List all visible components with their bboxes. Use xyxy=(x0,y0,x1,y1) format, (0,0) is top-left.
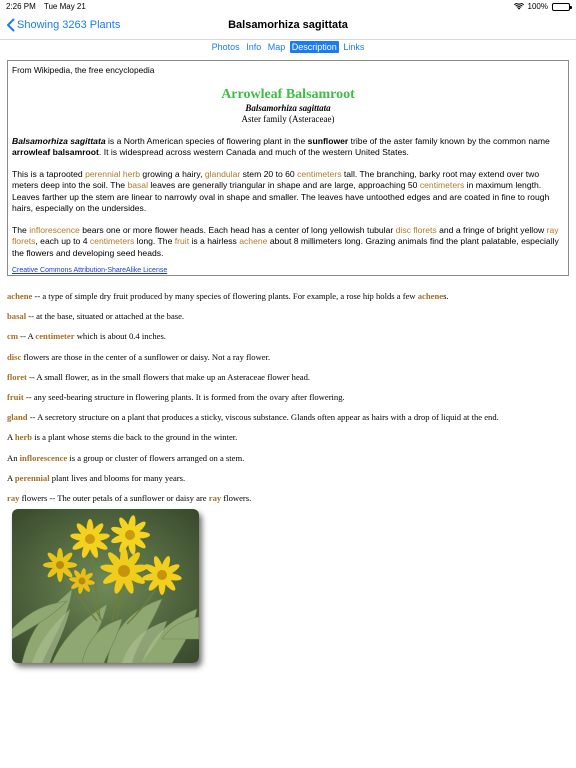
glossary-term: perennial xyxy=(14,472,50,483)
glossary-term: ray xyxy=(7,492,20,503)
tab-links[interactable]: Links xyxy=(343,42,365,52)
wiki-family: Aster family (Asteraceae) xyxy=(241,113,335,124)
p2-text: tall. The branching, barky root may extend over two meters deep into the soil. The xyxy=(12,168,540,190)
glossary-link-centimeters[interactable]: centimeters xyxy=(89,236,135,246)
glossary-term: floret xyxy=(7,371,27,382)
glossary-definition: is a plant whose stems die back to the ground in the winter. xyxy=(32,432,238,443)
glossary-link-inflorescence[interactable]: inflorescence xyxy=(29,224,80,235)
battery-icon xyxy=(552,3,570,11)
glossary-definition: An xyxy=(7,452,20,463)
glossary-item-gland xyxy=(7,411,569,431)
glossary-link-fruit[interactable]: fruit xyxy=(174,236,190,246)
glossary-term: herb xyxy=(14,432,33,443)
glossary-list xyxy=(7,290,569,512)
p2-text: growing a hairy, xyxy=(140,168,205,179)
glossary-definition: A xyxy=(7,432,15,443)
p2-text: in maximum length. Leaves farther up the stem are linear to narrowly oval in shape and smaller. The leaves have untoothed edges and are coated in fine to rough hairs, especially on the undersides. xyxy=(12,180,550,213)
p1-bold-common-name: arrowleaf balsamroot xyxy=(12,147,99,157)
glossary-link-herb[interactable]: herb xyxy=(122,168,141,179)
glossary-link-ray-florets[interactable]: ray florets xyxy=(12,224,559,246)
battery-percent: 100% xyxy=(527,2,548,11)
wifi-icon xyxy=(514,3,524,10)
wiki-paragraph-3 xyxy=(12,225,564,260)
wikipedia-description-box xyxy=(7,60,569,276)
plant-photo[interactable] xyxy=(12,509,199,663)
p3-text: about 8 millimeters long. Grazing animals find the plant palatable, especially the flowers and developing seed heads. xyxy=(12,236,559,258)
wiki-title: Arrowleaf Balsamroot xyxy=(221,86,355,102)
segmented-tabs xyxy=(0,41,576,57)
glossary-item-disc xyxy=(7,351,569,371)
glossary-item-perennial xyxy=(7,472,569,492)
p1-bold-italic: Balsamorhiza sagittata xyxy=(12,135,106,146)
glossary-definition: which is about 0.4 inches. xyxy=(74,331,166,342)
glossary-term: disc xyxy=(7,351,22,362)
glossary-definition: -- any seed-bearing structure in flowering plants. It is formed from the ovary after flowering. xyxy=(23,391,345,402)
p2-text: stem 20 to 60 xyxy=(240,168,298,179)
status-date: Tue May 21 xyxy=(43,2,86,11)
wiki-scientific-name: Balsamorhiza sagittata xyxy=(245,102,331,113)
navigation-bar xyxy=(0,14,576,40)
glossary-definition: -- at the base, situated or attached at the base. xyxy=(26,311,185,322)
glossary-definition: s. xyxy=(443,291,449,301)
glossary-term: cm xyxy=(7,331,18,342)
glossary-definition: -- A secretory structure on a plant that produces a sticky, viscous substance. Glands often appear as hairs with a drop of liquid at the end. xyxy=(27,412,499,423)
back-button-label: Showing 3263 Plants xyxy=(17,19,121,31)
glossary-term: ray xyxy=(208,492,222,503)
wiki-paragraph-1 xyxy=(12,136,564,159)
glossary-term: basal xyxy=(7,311,27,322)
page-title: Balsamorhiza sagittata xyxy=(228,19,348,31)
p1-text: . It is widespread across western Canada and much of the western United States. xyxy=(98,147,409,157)
glossary-definition: flowers are those in the center of a sunflower or daisy. Not a ray flower. xyxy=(21,351,271,362)
glossary-item-herb xyxy=(7,431,569,451)
glossary-term: inflorescence xyxy=(19,452,68,463)
glossary-link-centimeters[interactable]: centimeters xyxy=(419,180,465,190)
glossary-definition: is a group or cluster of flowers arranged on a stem. xyxy=(67,452,245,463)
p1-text: tribe of the aster family known by the common name xyxy=(348,135,550,146)
status-bar xyxy=(0,0,576,14)
glossary-definition: plant lives and blooms for many years. xyxy=(49,472,186,483)
p2-text: leaves are generally triangular in shape and are large, approaching 50 xyxy=(148,180,420,190)
p3-text: and a fringe of bright yellow xyxy=(436,224,547,235)
p3-text: long. The xyxy=(134,236,175,246)
p3-text: is a hairless xyxy=(189,236,240,246)
glossary-definition: flowers -- The outer petals of a sunflower or daisy are xyxy=(19,492,209,503)
p2-text: This is a taprooted xyxy=(12,168,86,179)
status-left xyxy=(6,2,92,11)
glossary-item-fruit xyxy=(7,391,569,411)
p3-text: The xyxy=(12,224,30,235)
wiki-source: From Wikipedia, the free encyclopedia xyxy=(12,65,155,75)
tab-info[interactable]: Info xyxy=(246,42,262,52)
glossary-link-basal[interactable]: basal xyxy=(127,180,148,190)
glossary-definition: flowers. xyxy=(221,492,252,503)
glossary-term: achene xyxy=(7,291,33,301)
status-right xyxy=(514,2,570,11)
glossary-item-basal xyxy=(7,310,569,330)
license-link[interactable]: Creative Commons Attribution-ShareAlike License xyxy=(12,267,168,274)
glossary-term: gland xyxy=(7,412,28,423)
glossary-definition: -- A small flower, as in the small flowers that make up an Asteraceae flower head. xyxy=(26,371,311,382)
tab-photos[interactable]: Photos xyxy=(211,42,240,52)
glossary-term: achene xyxy=(417,291,444,301)
glossary-term: fruit xyxy=(7,391,24,402)
glossary-link-centimeters[interactable]: centimeters xyxy=(297,168,342,179)
tab-map[interactable]: Map xyxy=(267,42,286,52)
p1-bold-sunflower: sunflower xyxy=(307,135,349,146)
glossary-item-cm xyxy=(7,330,569,350)
glossary-item-inflorescence xyxy=(7,452,569,472)
status-time: 2:26 PM xyxy=(6,2,36,11)
p1-text: is a North American species of flowering plant in the xyxy=(105,135,308,146)
p3-text: bears one or more flower heads. Each head has a center of long yellowish tubular xyxy=(79,224,396,235)
glossary-link-disc-florets[interactable]: disc florets xyxy=(395,224,437,235)
glossary-definition: A xyxy=(7,472,15,483)
glossary-link-achene[interactable]: achene xyxy=(239,236,268,246)
glossary-item-achene xyxy=(7,290,569,310)
tab-description[interactable]: Description xyxy=(291,42,337,52)
glossary-item-floret xyxy=(7,371,569,391)
wiki-paragraph-2 xyxy=(12,169,564,215)
glossary-link-glandular[interactable]: glandular xyxy=(204,168,241,179)
glossary-term: centimeter xyxy=(35,331,75,342)
p3-text: , each up to 4 xyxy=(35,236,90,246)
glossary-link-perennial[interactable]: perennial xyxy=(85,168,121,179)
glossary-definition: -- a type of simple dry fruit produced by many species of flowering plants. For example, a rose hip holds a few xyxy=(32,291,418,301)
glossary-definition: -- A xyxy=(17,331,36,342)
